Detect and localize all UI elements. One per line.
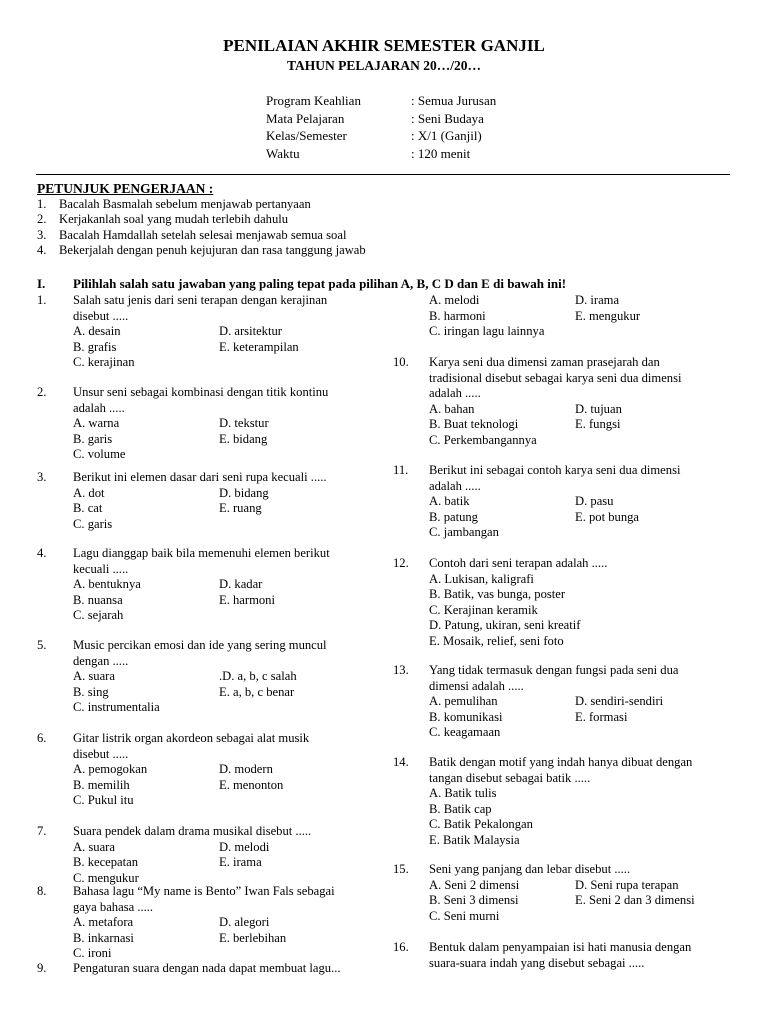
answer-option: B. memilih [73,777,130,792]
question-number: 9. [37,961,47,975]
question-line: adalah ..... [429,386,481,400]
question-line: Salah satu jenis dari seni terapan dengan kerajinan [73,293,328,307]
question-item [37,638,367,716]
answer-option: E. mengukur [575,308,641,323]
exam-title: PENILAIAN AKHIR SEMESTER GANJIL [223,36,545,55]
answer-options [73,762,367,809]
answer-option: D. bidang [219,485,269,500]
info-label: Mata Pelajaran [266,110,345,126]
answer-option: D. tujuan [575,401,622,416]
info-value: : Semua Jurusan [411,93,497,108]
answer-options [73,577,367,624]
instruction-item [37,243,366,258]
question-line: Batik dengan motif yang indah hanya dibuat dengan [429,755,693,769]
answer-option: B. komunikasi [429,709,503,724]
header-divider [36,174,730,175]
answer-option: C. instrumentalia [73,700,160,714]
answer-option: B. inkarnasi [73,930,134,945]
answer-option: A. warna [73,416,120,430]
question-item [393,556,733,649]
answer-option: C. Perkembangannya [429,432,537,447]
question-text [73,884,367,915]
section-number: I. [37,276,46,291]
question-text [429,663,733,694]
question-text [429,862,733,878]
answer-option: B. Batik, vas bunga, poster [429,587,566,601]
answer-option: A. suara [73,669,115,683]
question-number: 13. [393,663,409,677]
question-item [393,663,733,741]
question-text [73,470,367,486]
question-line: Seni yang panjang dan lebar disebut ..... [429,862,631,876]
question-text [73,731,367,762]
question-item [393,940,733,971]
question-item [37,884,367,962]
answer-option: E. Batik Malaysia [429,832,520,847]
answer-option: C. keagamaan [429,725,501,739]
answer-option: C. kerajinan [73,355,135,369]
answer-options [429,402,733,449]
answer-option: E. irama [219,855,262,869]
answer-option: B. kecepatan [73,855,139,869]
question-number: 14. [393,755,409,769]
question-text [429,355,733,402]
answer-option: D. alegori [219,915,270,929]
question-line: Gitar listrik organ akordeon sebagai alat musik [73,731,310,745]
question-line: Yang tidak termasuk dengan fungsi pada seni dua [429,663,679,677]
answer-option: B. cat [73,501,103,515]
question-number: 7. [37,824,47,838]
question-item [393,293,733,340]
question-line: Contoh dari seni terapan adalah ..... [429,556,608,570]
answer-option: A. bahan [429,401,475,416]
answer-option: A. Lukisan, kaligrafi [429,571,534,586]
answer-option: D. tekstur [219,416,269,430]
instruction-item [37,197,366,212]
question-item [37,470,367,532]
instructions-list [37,197,366,258]
answer-option: D. Patung, ukiran, seni kreatif [429,618,581,632]
question-line: kecuali ..... [73,561,129,576]
question-number: 15. [393,862,409,876]
instruction-number: 4. [37,242,47,257]
answer-option: B. Buat teknologi [429,417,519,431]
answer-option: E. formasi [575,709,628,724]
answer-option: E. keterampilan [219,339,299,354]
answer-option: B. sing [73,684,109,699]
section-instruction: Pilihlah salah satu jawaban yang paling tepat pada pilihan A, B, C D dan E di bawah ini! [73,276,567,291]
answer-option: A. dot [73,485,105,500]
answer-option: B. nuansa [73,592,123,607]
answer-options [429,293,733,340]
question-item [37,824,367,886]
answer-option: B. Batik cap [429,801,492,816]
answer-option: .D. a, b, c salah [219,669,297,683]
answer-options [73,416,367,463]
answer-options [73,324,367,371]
answer-option: E. menonton [219,777,284,792]
question-line: Unsur seni sebagai kombinasi dengan titik kontinu [73,385,329,399]
instruction-number: 1. [37,197,47,211]
answer-options [73,915,367,962]
question-line: dimensi adalah ..... [429,678,524,693]
section-heading [37,276,566,292]
instructions-title: PETUNJUK PENGERJAAN : [37,181,214,196]
question-text [429,463,733,494]
info-value: : Seni Budaya [411,110,484,126]
instruction-number: 2. [37,212,47,227]
instruction-number: 3. [37,227,47,242]
question-item [37,961,367,977]
question-item [393,755,733,848]
answer-option: E. berlebihan [219,930,287,945]
question-item [37,385,367,463]
info-row-time [266,145,496,163]
answer-option: D. arsitektur [219,324,282,338]
question-item [37,546,367,624]
question-text [73,824,367,840]
question-number: 5. [37,638,47,652]
instruction-text: Kerjakanlah soal yang mudah terlebih dahulu [59,212,289,227]
answer-options [429,572,733,650]
question-text [73,961,367,977]
answer-option: C. Batik Pekalongan [429,817,533,831]
answer-option: A. pemulihan [429,694,498,708]
exam-info [266,92,496,162]
answer-options [73,486,367,533]
info-row-subject [266,110,496,128]
question-number: 4. [37,546,47,560]
answer-options [429,494,733,541]
answer-option: B. Seni 3 dimensi [429,893,519,907]
question-line: tradisional disebut sebagai karya seni dua dimensi [429,370,682,385]
question-line: Berikut ini sebagai contoh karya seni dua dimensi [429,463,681,477]
answer-option: A. pemogokan [73,762,148,776]
question-text [73,385,367,416]
answer-option: C. Seni murni [429,908,500,923]
question-line: Pengaturan suara dengan nada dapat membuat lagu... [73,961,341,975]
question-line: Music percikan emosi dan ide yang sering muncul [73,638,327,652]
answer-option: C. sejarah [73,608,124,622]
answer-option: B. garis [73,431,113,446]
question-number: 1. [37,293,47,307]
question-line: adalah ..... [429,478,481,493]
question-text [429,556,733,572]
answer-option: A. melodi [429,293,480,307]
answer-option: A. bentuknya [73,577,141,591]
instruction-text: Bekerjalah dengan penuh kejujuran dan rasa tanggung jawab [59,242,366,257]
instruction-text: Bacalah Hamdallah setelah selesai menjawab semua soal [59,227,347,242]
info-row-class [266,127,496,145]
answer-option: A. desain [73,324,121,338]
question-number: 10. [393,355,409,369]
question-item [393,862,733,924]
question-line: dengan ..... [73,653,129,668]
question-item [37,293,367,371]
answer-option: B. harmoni [429,308,486,323]
answer-option: B. patung [429,509,478,524]
question-line: Bahasa lagu “My name is Bento” Iwan Fals sebagai [73,884,335,898]
question-line: disebut ..... [73,308,129,323]
question-number: 6. [37,731,47,745]
answer-option: C. Pukul itu [73,793,134,807]
info-value: : X/1 (Ganjil) [411,128,482,143]
question-text [73,293,367,324]
answer-option: E. Seni 2 dan 3 dimensi [575,893,695,907]
question-line: gaya bahasa ..... [73,899,154,914]
question-line: suara-suara indah yang disebut sebagai ..... [429,955,645,970]
question-line: Lagu dianggap baik bila memenuhi elemen berikut [73,546,330,560]
question-number: 8. [37,884,47,898]
answer-option: A. batik [429,494,470,508]
answer-options [73,840,367,887]
answer-option: E. bidang [219,431,268,446]
answer-options [429,878,733,925]
answer-options [429,694,733,741]
question-number: 11. [393,463,409,477]
question-item [393,355,733,448]
answer-options [73,669,367,716]
answer-option: D. pasu [575,494,614,508]
question-number: 16. [393,940,409,954]
answer-option: B. grafis [73,339,117,354]
info-label: Waktu [266,145,300,161]
question-line: Karya seni dua dimensi zaman prasejarah dan [429,355,660,369]
answer-option: E. a, b, c benar [219,684,295,699]
answer-option: D. kadar [219,577,263,591]
answer-option: A. Batik tulis [429,786,497,800]
question-number: 2. [37,385,47,399]
info-row-program [266,92,496,110]
instruction-text: Bacalah Basmalah sebelum menjawab pertanyaan [59,197,311,211]
answer-option: C. garis [73,516,113,531]
question-text [429,755,733,786]
answer-option: D. melodi [219,839,270,854]
answer-option: E. harmoni [219,592,275,607]
answer-option: A. Seni 2 dimensi [429,877,520,892]
answer-option: D. sendiri-sendiri [575,694,664,708]
answer-option: A. suara [73,839,115,854]
answer-options [429,786,733,848]
info-value: : 120 menit [411,145,471,161]
question-line: Berikut ini elemen dasar dari seni rupa kecuali ..... [73,470,327,484]
question-number: 3. [37,470,47,484]
question-item [37,731,367,809]
instruction-item [37,228,366,243]
answer-option: C. volume [73,447,126,461]
question-line: tangan disebut sebagai batik ..... [429,770,591,785]
answer-option: D. irama [575,293,620,307]
answer-option: E. ruang [219,501,262,515]
question-text [73,546,367,577]
answer-option: C. ironi [73,946,112,960]
question-line: Bentuk dalam penyampaian isi hati manusia dengan [429,940,692,954]
answer-option: E. fungsi [575,417,621,431]
question-text [429,940,733,971]
answer-option: D. Seni rupa terapan [575,877,679,892]
answer-option: C. mengukur [73,870,139,885]
academic-year: TAHUN PELAJARAN 20…/20… [286,58,481,73]
info-label: Program Keahlian [266,93,361,108]
answer-option: A. metafora [73,915,134,929]
info-label: Kelas/Semester [266,128,347,143]
question-number: 12. [393,556,409,570]
answer-option: C. iringan lagu lainnya [429,324,545,338]
answer-option: C. Kerajinan keramik [429,602,538,617]
question-item [393,463,733,541]
question-text [73,638,367,669]
question-line: disebut ..... [73,746,129,761]
answer-option: D. modern [219,762,273,776]
instruction-item [37,212,366,227]
question-line: Suara pendek dalam drama musikal disebut ..... [73,824,312,838]
answer-option: E. Mosaik, relief, seni foto [429,633,564,648]
question-line: adalah ..... [73,400,125,415]
answer-option: C. jambangan [429,525,499,539]
answer-option: E. pot bunga [575,509,640,524]
